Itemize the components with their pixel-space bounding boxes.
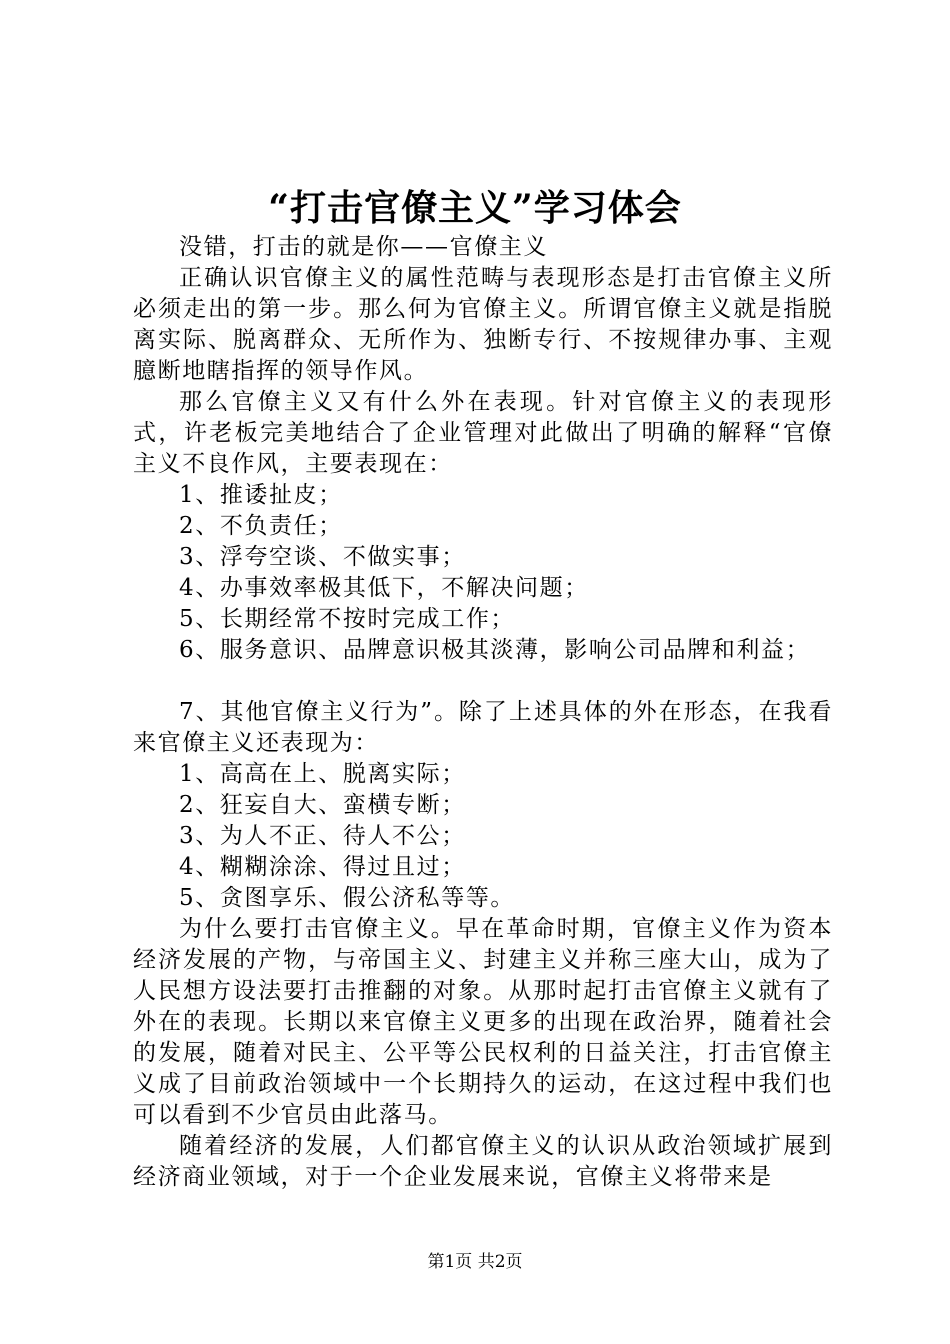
paragraph: 为什么要打击官僚主义。早在革命时期，官僚主义作为资本经济发展的产物，与帝国主义、封建主义并称三座大山，成为了人民想方设法要打击推翻的对象。从那时起打击官僚主义就有了外在的表现。长期以来官僚主义更多的出现在政治界，随着社会的发展，随着对民主、公平等公民权利的日益关注，打击官僚主义成了目前政治领域中一个长期持久的运动，在这过程中我们也可以看到不少官员由此落马。 [133,916,833,1128]
paragraph: 7、其他官僚主义行为”。除了上述具体的外在形态，在我看来官僚主义还表现为： [133,699,833,756]
blank-line [133,666,833,697]
paragraph: 那么官僚主义又有什么外在表现。针对官僚主义的表现形式，许老板完美地结合了企业管理对此做出了明确的解释“官僚主义不良作风，主要表现在： [133,389,833,477]
list-item: 6、服务意识、品牌意识极其淡薄，影响公司品牌和利益； [179,637,811,663]
paragraph: 正确认识官僚主义的属性范畴与表现形态是打击官僚主义所必须走出的第一步。那么何为官僚主义。所谓官僚主义就是指脱离实际、脱离群众、无所作为、独断专行、不按规律办事、主观臆断地瞎指挥的领导作风。 [133,265,833,384]
list-item: 2、狂妄自大、蛮横专断； [179,792,466,818]
paragraph: 随着经济的发展，人们都官僚主义的认识从政治领域扩展到经济商业领域，对于一个企业发展来说，官僚主义将带来是 [133,1133,833,1190]
list-item: 3、为人不正、待人不公； [179,823,466,849]
list-item: 4、糊糊涂涂、得过且过； [179,854,466,880]
document-title: “打击官僚主义”学习体会 [268,187,682,229]
list-item: 1、高高在上、脱离实际； [179,761,466,787]
list-item: 3、浮夸空谈、不做实事； [179,544,466,570]
document-body [133,232,833,1193]
page-footer: 第1页 共2页 [427,1252,523,1272]
list-item: 5、贪图享乐、假公济私等等。 [179,885,516,911]
paragraph: 没错，打击的就是你——官僚主义 [179,234,548,260]
list-item: 4、办事效率极其低下，不解决问题； [179,575,589,601]
list-item: 5、长期经常不按时完成工作； [179,606,516,632]
list-item: 1、推诿扯皮； [179,482,343,508]
list-item: 2、不负责任； [179,513,343,539]
